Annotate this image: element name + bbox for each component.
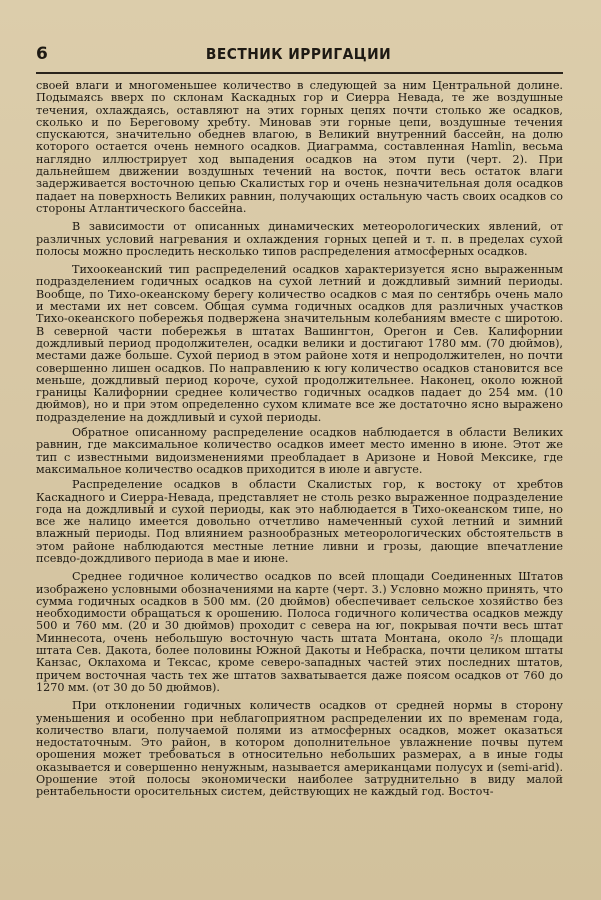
paragraph: Тихоокеанский тип распределений осадков характеризуется ясно выраженным подразделением годичных осадков на сухой летний и дождливый зимний периоды. Вообще, по Тихо-океанскому берегу количество осадков с мая по сентябрь очень мало и местами их нет совсем. Общая сумма годичных осадков для различных участков Тихо-океанского побережья подвержена значительным колебаниям вместе с широтою. В северной части побережья в штатах Вашингтон, Орегон и Сев. Калифорнии дождливый период продолжителен, осадки велики и достигают 1780 мм. (70 дюймов), местами даже больше. Сухой период в этом районе хотя и непродолжителен, но почти совершенно лишен осадков. По направлению к югу количество осадков становится все меньше, дождливый период короче, сухой продолжительнее. Наконец, около южной границы Калифорнии среднее количество годичных осадков падает до 254 мм. (10 дюймов), но и при этом определенно сухом климате все же достаточно ясно выражено подразделение на дождливый и сухой периоды.	[36, 263, 563, 424]
page-number: 6	[36, 44, 48, 64]
paragraph: В зависимости от описанных динамических метеорологических явлений, от различных условий нагревания и охлаждения горных цепей и т. п. в пределах сухой полосы можно проследить несколько типов распределения атмосферных осадков.	[36, 220, 563, 258]
paragraph: Среднее годичное количество осадков по всей площади Соединенных Штатов изображено условными обозначениями на карте (черт. 3.) Условно можно принять, что сумма годичных осадков в 500 мм. (20 дюймов) обеспечивает сельское хозяйство без необходимости обращаться к орошению. Полоса годичного количества осадков между 500 и 760 мм. (20 и 30 дюймов) проходит с севера на юг, покрывая почти весь штат Миннесота, очень небольшую восточную часть штата Монтана, около ²/₅ площади штата Сев. Дакота, более половины Южной Дакоты и Небраска, почти целиком штаты Канзас, Оклахома и Тексас, кроме северо-западных частей этих последних штатов, причем восточная часть тех же штатов захватывается даже поясом осадков от 760 до 1270 мм. (от 30 до 50 дюймов).	[36, 570, 563, 694]
paragraph: При отклонении годичных количеств осадков от средней нормы в сторону уменьшения и особенно при неблагоприятном распределении их по временам года, количество влаги, получаемой полями из атмосферных осадков, может оказаться недостаточным. Это район, в котором дополнительное увлажнение почвы путем орошения может требоваться в относительно небольших размерах, а в иные годы оказывается и совершенно ненужным, называется американцами полусух и (semi-arid). Орошение этой полосы экономически наиболее затруднительно в виду малой рентабельности оросительных систем, действующих не каждый год. Восточ-	[36, 699, 563, 799]
body-text	[36, 80, 563, 802]
paragraph: Обратное описанному распределение осадков наблюдается в области Великих равнин, где максимальное количество осадков имеет место именно в июне. Этот же тип с известными видоизменениями преобладает в Аризоне и Новой Мексике, где максимальное количество осадков приходится в июле и августе.	[36, 426, 563, 476]
paragraph: Распределение осадков в области Скалистых гор, к востоку от хребтов Каскадного и Сиерра-Невада, представляет не столь резко выраженное подразделение года на дождливый и сухой периоды, как это наблюдается в Тихо-океанском типе, но все же налицо имеется довольно отчетливо намеченный сухой летний и зимний влажный периоды. Под влиянием разнообразных метеорологических обстоятельств в этом районе наблюдаются местные летние ливни и грозы, дающие впечатление псевдо-дождливого периода в мае и июне.	[36, 478, 563, 565]
journal-title: ВЕСТНИК ИРРИГАЦИИ	[205, 45, 392, 63]
paragraph: своей влаги и многоменьшее количество в следующей за ним Центральной долине. Подымаясь вверх по склонам Каскадных гор и Сиерра Невада, те же воздушные течения, охлаждаясь, оставляют на этих горных цепях почти столько же осадков, сколько и по Береговому хребту. Миновав эти горные цепи, воздушные течения спускаются, значительно обеднев влагою, в Великий внутренний бассейн, на долю которого остается очень немного осадков. Диаграмма, составленная Hamlin, весьма наглядно иллюстрирует ход выпадения осадков на этом пути (черт. 2). При дальнейшем движении воздушных течений на восток, почти весь остаток влаги задерживается восточною цепью Скалистых гор и очень незначительная доля осадков падает на поверхность Великих равнин, получающих остальную часть своих осадков со стороны Атлантического бассейна.	[36, 79, 563, 215]
header-divider	[36, 72, 563, 74]
page-header	[36, 44, 561, 72]
